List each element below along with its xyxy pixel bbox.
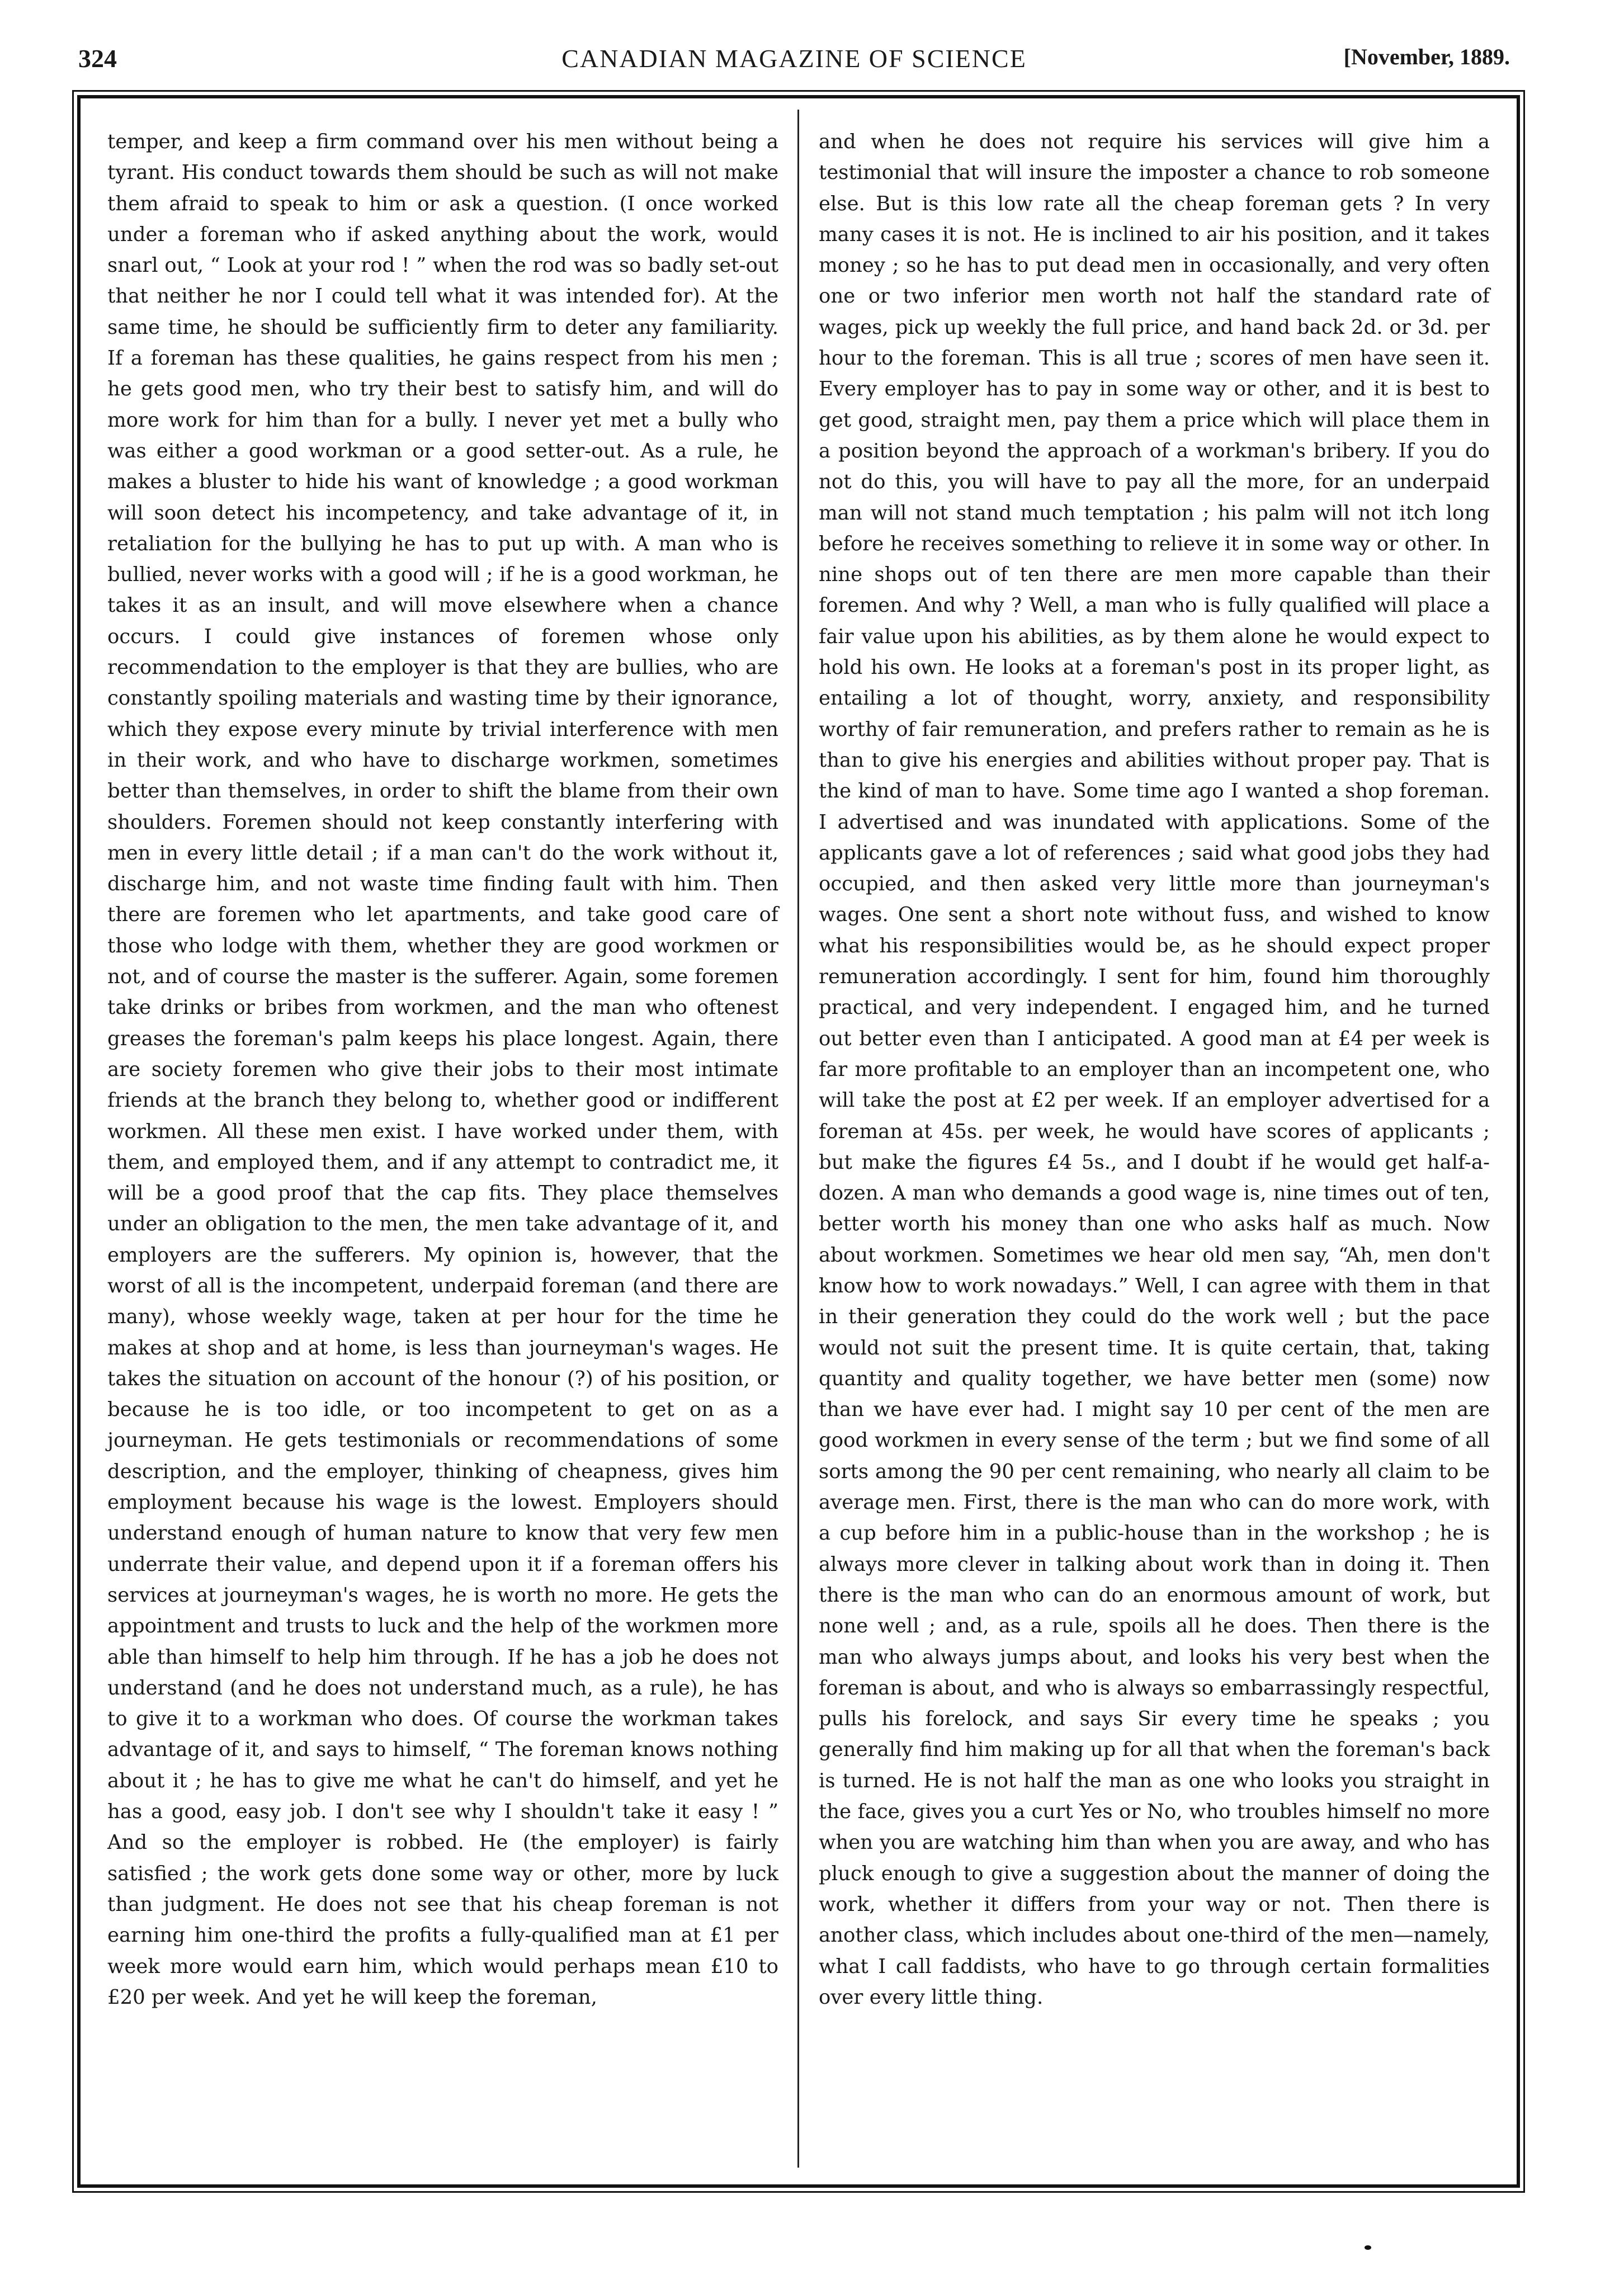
- article-frame: [77, 95, 1520, 2188]
- column-divider: [797, 110, 799, 2168]
- issue-date: [November, 1889.: [1343, 44, 1510, 69]
- right-column: [819, 126, 1490, 2013]
- magazine-title: CANADIAN MAGAZINE OF SCIENCE: [561, 44, 1027, 73]
- ink-dot: [1365, 2245, 1371, 2250]
- left-column: [107, 126, 778, 2013]
- page-number: 324: [78, 44, 117, 73]
- left-column-text: temper, and keep a firm command over his men without being a tyrant. His conduct towards them should be such as will not make them afraid to speak to him or ask a question. (I once worked under a foreman who if asked anything about the work, would snarl out, “ Look at your rod ! ” when the rod was so badly set-out that neither he nor I could tell what it was intended for). At the same time, he should be sufficiently firm to deter any familiarity. If a foreman has these qualities, he gains respect from his men ; he gets good men, who try their best to satisfy him, and will do more work for him than for a bully. I never yet met a bully who was either a good workman or a good setter-out. As a rule, he makes a bluster to hide his want of knowledge ; a good workman will soon detect his incompetency, and take advantage of it, in retaliation for the bullying he has to put up with. A man who is bullied, never works with a good will ; if he is a good workman, he takes it as an insult, and will move elsewhere when a chance occurs. I could give instances of foremen whose only recommendation to the employer is that they are bullies, who are constantly spoiling materials and wasting time by their ignorance, which they expose every minute by trivial interference with men in their work, and who have to discharge workmen, sometimes better than themselves, in order to shift the blame from their own shoulders. Foremen should not keep constantly interfering with men in every little detail ; if a man can't do the work without it, discharge him, and not waste time finding fault with him. Then there are foremen who let apartments, and take good care of those who lodge with them, whether they are good workmen or not, and of course the master is the sufferer. Again, some foremen take drinks or bribes from workmen, and the man who oftenest greases the foreman's palm keeps his place longest. Again, there are society foremen who give their jobs to their most intimate friends at the branch they belong to, whether good or indifferent workmen. All these men exist. I have worked under them, with them, and employed them, and if any attempt to contradict me, it will be a good proof that the cap fits. They place themselves under an obligation to the men, the men take advantage of it, and employers are the sufferers. My opinion is, however, that the worst of all is the incompetent, underpaid foreman (and there are many), whose weekly wage, taken at per hour for the time he makes at shop and at home, is less than journeyman's wages. He takes the situation on account of the honour (?) of his position, or because he is too idle, or too incompetent to get on as a journeyman. He gets testimonials or recommendations of some description, and the employer, thinking of cheapness, gives him employment because his wage is the lowest. Employers should understand enough of human nature to know that very few men underrate their value, and depend upon it if a foreman offers his services at journeyman's wages, he is worth no more. He gets the appointment and trusts to luck and the help of the workmen more able than himself to help him through. If he has a job he does not understand (and he does not understand much, as a rule), he has to give it to a workman who does. Of course the workman takes advantage of it, and says to himself, “ The foreman knows nothing about it ; he has to give me what he can't do himself, and yet he has a good, easy job. I don't see why I shouldn't take it easy ! ” And so the employer is robbed. He (the employer) is fairly satisfied ; the work gets done some way or other, more by luck than judgment. He does not see that his cheap foreman is not earning him one-third the profits a fully-qualified man at £1 per week more would earn him, which would perhaps mean £10 to £20 per week. And yet he will keep the foreman,: [107, 130, 778, 2009]
- running-header: [78, 44, 1510, 88]
- right-column-text: and when he does not require his services will give him a testimonial that will insure the imposter a chance to rob someone else. But is this low rate all the cheap foreman gets ? In very many cases it is not. He is inclined to air his position, and it takes money ; so he has to put dead men in occasionally, and very often one or two inferior men worth not half the standard rate of wages, pick up weekly the full price, and hand back 2d. or 3d. per hour to the foreman. This is all true ; scores of men have seen it. Every employer has to pay in some way or other, and it is best to get good, straight men, pay them a price which will place them in a position beyond the approach of a workman's bribery. If you do not do this, you will have to pay all the more, for an underpaid man will not stand much temptation ; his palm will not itch long before he receives something to relieve it in some way or other. In nine shops out of ten there are men more capable than their foremen. And why ? Well, a man who is fully qualified will place a fair value upon his abilities, as by them alone he would expect to hold his own. He looks at a foreman's post in its proper light, as entailing a lot of thought, worry, anxiety, and responsibility worthy of fair remuneration, and prefers rather to remain as he is than to give his energies and abilities without proper pay. That is the kind of man to have. Some time ago I wanted a shop foreman. I advertised and was inundated with applications. Some of the applicants gave a lot of references ; said what good jobs they had occupied, and then asked very little more than journeyman's wages. One sent a short note without fuss, and wished to know what his responsibilities would be, as he should expect proper remuneration accordingly. I sent for him, found him thoroughly practical, and very independent. I engaged him, and he turned out better even than I anticipated. A good man at £4 per week is far more profitable to an employer than an incompetent one, who will take the post at £2 per week. If an employer advertised for a foreman at 45s. per week, he would have scores of applicants ; but make the figures £4 5s., and I doubt if he would get half-a-dozen. A man who demands a good wage is, nine times out of ten, better worth his money than one who asks half as much. Now about workmen. Sometimes we hear old men say, “Ah, men don't know how to work nowadays.” Well, I can agree with them in that in their generation they could do the work well ; but the pace would not suit the present time. It is quite certain, that, taking quantity and quality together, we have better men (some) now than we have ever had. I might say 10 per cent of the men are good workmen in every sense of the term ; but we find some of all sorts among the 90 per cent remaining, who nearly all claim to be average men. First, there is the man who can do more work, with a cup before him in a public-house than in the workshop ; he is always more clever in talking about work than in doing it. Then there is the man who can do an enormous amount of work, but none well ; and, as a rule, spoils all he does. Then there is the man who always jumps about, and looks his very best when the foreman is about, and who is always so embarrassingly respectful, pulls his forelock, and says Sir every time he speaks ; you generally find him making up for all that when the foreman's back is turned. He is not half the man as one who looks you straight in the face, gives you a curt Yes or No, who troubles himself no more when you are watching him than when you are away, and who has pluck enough to give a suggestion about the manner of doing the work, whether it differs from your way or not. Then there is another class, which includes about one-third of the men—namely, what I call faddists, who have to go through certain formalities over every little thing.: [819, 130, 1490, 2009]
